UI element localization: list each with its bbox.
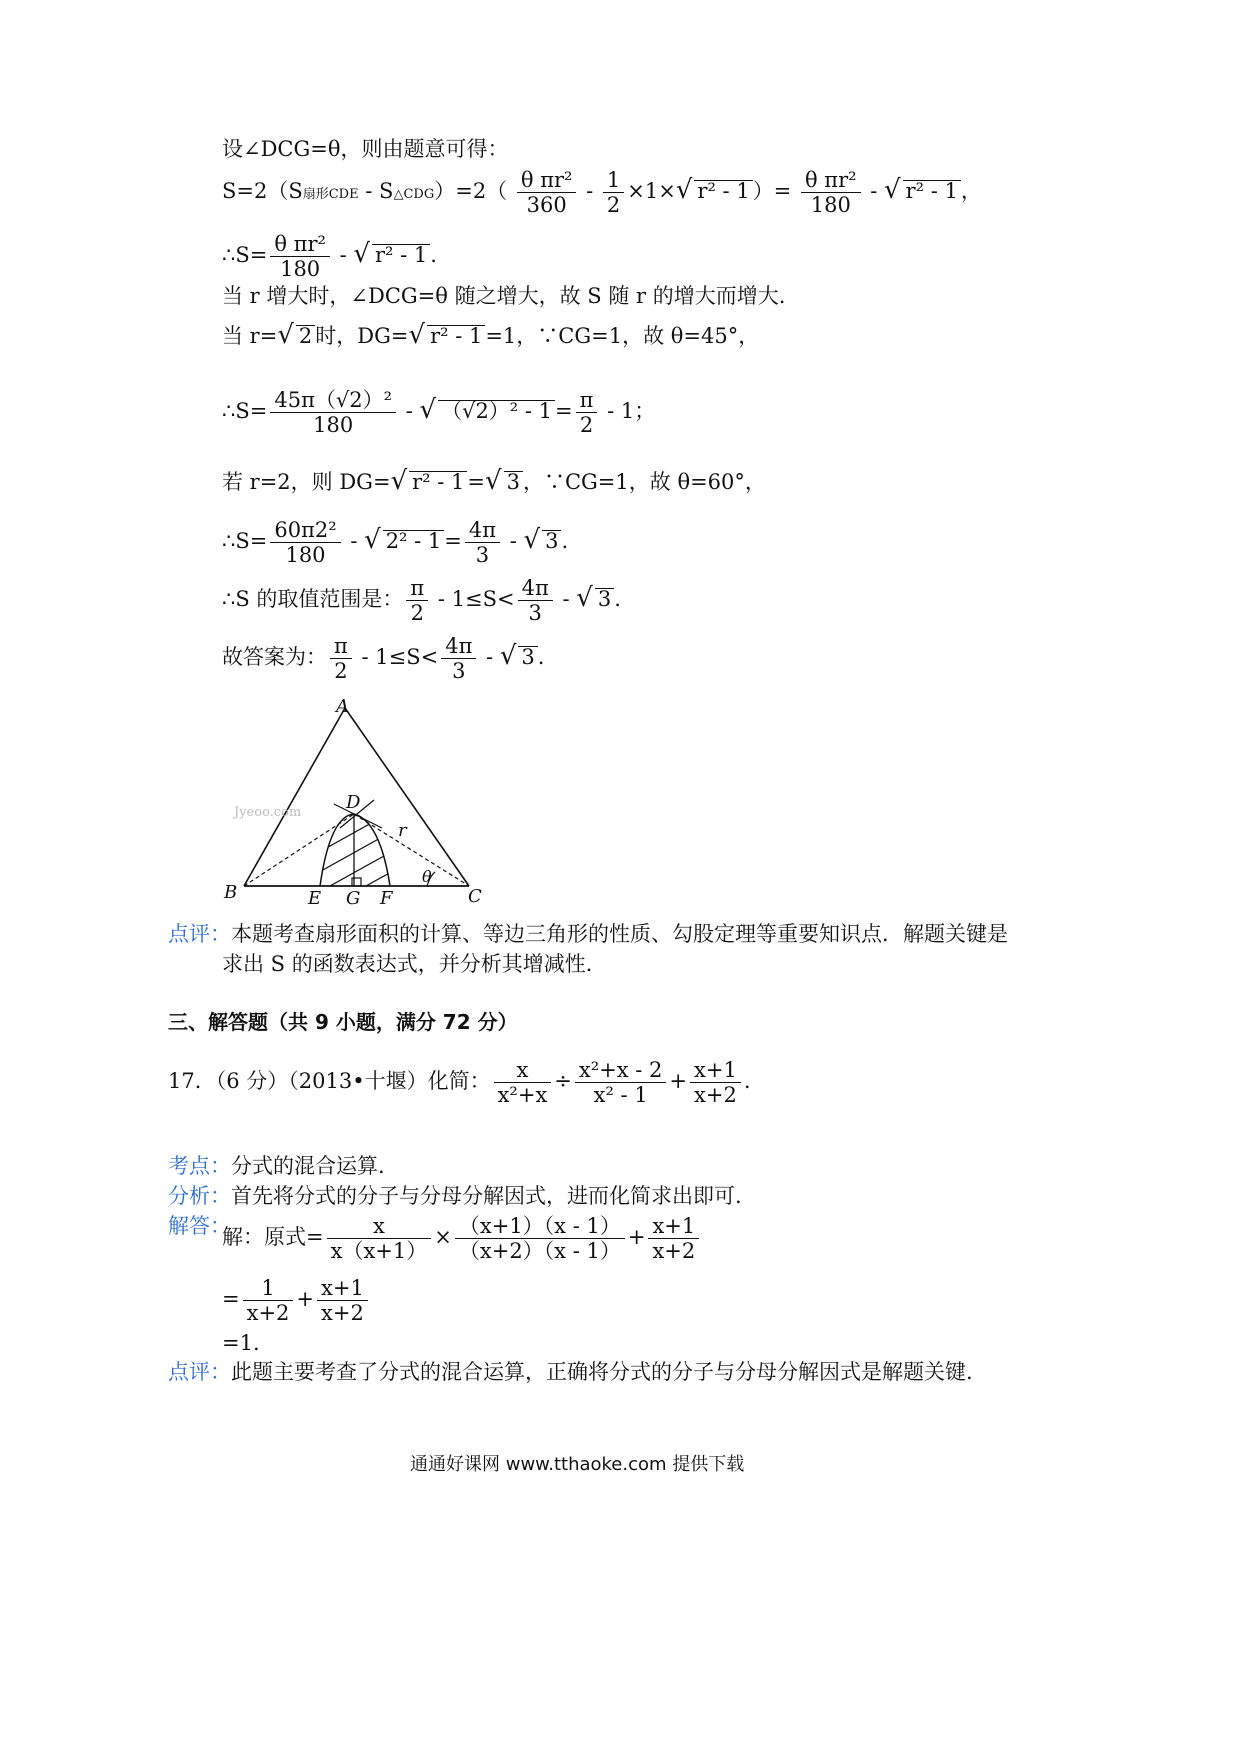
radicand: 2² - 1 <box>383 530 445 552</box>
comment2-line <box>168 1362 973 1383</box>
kaodian-label: 考点： <box>168 1154 231 1178</box>
fraction <box>327 1214 432 1263</box>
side-ab <box>244 708 345 886</box>
comment-label: 点评： <box>168 922 231 946</box>
numerator: 60π2² <box>270 518 340 543</box>
numerator: x <box>494 1058 552 1083</box>
label-a: A <box>336 696 349 717</box>
fraction <box>576 388 598 437</box>
triangle-figure <box>222 696 492 911</box>
text: ∴S= <box>222 399 268 424</box>
text: = <box>555 399 573 424</box>
text: ，∵CG=1，故 θ=60°， <box>522 470 766 494</box>
denominator: 2 <box>579 413 594 438</box>
radical-sign: √ <box>419 395 437 426</box>
jieda-line2 <box>222 1276 371 1325</box>
radicand: 3 <box>542 530 561 552</box>
text: . <box>537 645 545 670</box>
radicand: （√2）² - 1 <box>438 400 555 422</box>
numerator: x+1 <box>690 1058 741 1083</box>
text: 若 r=2，则 DG= <box>222 470 391 494</box>
fraction <box>441 634 476 683</box>
text: ， <box>960 179 982 204</box>
fraction <box>455 1214 625 1263</box>
radical-sign: √ <box>408 320 426 350</box>
denominator: x+2 <box>652 1239 696 1264</box>
fenxi-label: 分析： <box>168 1184 231 1208</box>
label-r: r <box>398 820 407 841</box>
fraction <box>243 1276 294 1325</box>
radical-sign: √ <box>390 466 408 496</box>
fraction <box>270 518 340 567</box>
comment-text: 此题主要考查了分式的混合运算，正确将分式的分子与分母分解因式是解题关键. <box>231 1360 973 1384</box>
text: - S <box>358 179 394 204</box>
radical-sign: √ <box>485 466 502 496</box>
fraction <box>494 1058 552 1107</box>
numerator: π <box>406 576 428 601</box>
text: ÷ <box>554 1069 572 1094</box>
radicand: r² - 1 <box>694 180 752 202</box>
radical-sign: √ <box>675 175 693 206</box>
denominator: 3 <box>528 601 542 626</box>
numerator: 45π（√2）² <box>270 388 396 413</box>
fraction <box>518 576 553 625</box>
text: 当 r= <box>222 324 278 348</box>
denominator: 2 <box>410 601 425 626</box>
comment-label: 点评： <box>168 1360 231 1384</box>
text: =1，∵CG=1，故 θ=45°， <box>485 324 760 348</box>
radicand: 3 <box>504 471 523 493</box>
numerator: 4π <box>441 634 476 659</box>
fraction <box>406 576 428 625</box>
label-d: D <box>346 792 361 813</box>
fraction <box>317 1276 368 1325</box>
denominator: 180 <box>285 543 326 568</box>
radicand: 2 <box>296 325 315 347</box>
denominator: x+2 <box>246 1301 290 1326</box>
watermark: Jyeoo.com <box>234 805 302 820</box>
text: ）= <box>752 179 792 204</box>
text: . <box>614 587 621 612</box>
label-f: F <box>380 888 393 909</box>
denominator: 180 <box>810 193 851 218</box>
text: + <box>627 1225 646 1250</box>
radicand: r² - 1 <box>903 180 961 202</box>
numerator: θ πr² <box>801 168 861 193</box>
if-r2-line <box>222 468 766 494</box>
label-theta: θ <box>422 867 432 886</box>
comment1-line2: 求出 S 的函数表达式，并分析其增减性． <box>222 952 607 976</box>
text: ∴S 的取值范围是： <box>222 587 404 612</box>
numerator: π <box>576 388 598 413</box>
numerator: x+1 <box>648 1214 699 1239</box>
fraction <box>330 634 352 683</box>
subscript: 扇形CDE <box>302 187 359 203</box>
text: . <box>561 529 569 554</box>
text: - <box>479 645 500 670</box>
denominator: 2 <box>334 659 348 684</box>
text: ）=2（ <box>434 179 508 204</box>
denominator: 360 <box>526 193 567 218</box>
label-c: C <box>468 886 482 907</box>
text: . <box>430 243 437 268</box>
text: 解：原式= <box>222 1225 324 1250</box>
text: ∴S= <box>222 529 268 554</box>
s-min-line <box>222 388 655 437</box>
denominator: x² - 1 <box>593 1083 648 1108</box>
denominator: 2 <box>606 193 621 218</box>
label-b: B <box>224 882 238 903</box>
denominator: （x+2）（x - 1） <box>458 1239 621 1264</box>
numerator: （x+1）（x - 1） <box>455 1214 625 1239</box>
text: - <box>332 243 354 268</box>
comment1-line1 <box>168 924 1008 945</box>
radical-sign: √ <box>576 583 593 614</box>
text: - <box>399 399 420 424</box>
radicand: r² - 1 <box>427 325 485 347</box>
fenxi-line <box>168 1186 742 1207</box>
numerator: 4π <box>518 576 553 601</box>
radicand: r² - 1 <box>409 471 467 493</box>
section-title: 三、解答题（共 9 小题，满分 72 分） <box>168 1010 518 1034</box>
text: = <box>467 470 486 494</box>
denominator: 180 <box>313 413 354 438</box>
when-r-sqrt2-line <box>222 322 759 348</box>
text: 时，DG= <box>315 324 409 348</box>
radicand: 3 <box>595 588 614 610</box>
numerator: π <box>330 634 352 659</box>
dashed-dc <box>354 814 469 886</box>
side-ac <box>345 708 469 886</box>
numerator: 1 <box>603 168 624 193</box>
comment-text: 本题考查扇形面积的计算、等边三角形的性质、勾股定理等重要知识点．解题关键是 <box>231 922 1008 946</box>
text: ×1× <box>627 179 676 204</box>
radical-sign: √ <box>884 175 901 206</box>
radical-sign: √ <box>277 320 294 350</box>
subscript: △CDG <box>393 187 435 203</box>
label-e: E <box>308 888 322 909</box>
text: - <box>503 529 524 554</box>
kaodian-line <box>168 1156 385 1177</box>
denominator: 3 <box>452 659 466 684</box>
footer: 通通好课网 www.tthaoke.com 提供下载 <box>410 1454 745 1475</box>
jieda-label-text: 解答： <box>168 1214 231 1238</box>
text: . <box>743 1069 751 1094</box>
kaodian-text: 分式的混合运算. <box>231 1154 385 1178</box>
s-max-line <box>222 518 568 567</box>
numerator: x+1 <box>317 1276 368 1301</box>
fraction <box>270 388 396 437</box>
radical-sign: √ <box>353 239 370 270</box>
problem-17 <box>168 1058 751 1107</box>
text: × <box>434 1225 452 1250</box>
radical-sign: √ <box>523 525 541 556</box>
text: - <box>863 179 885 204</box>
numerator: x²+x - 2 <box>575 1058 667 1083</box>
numerator: 4π <box>465 518 500 543</box>
text: - 1≤S< <box>354 645 439 670</box>
text: = <box>444 529 462 554</box>
text: - 1； <box>600 399 656 424</box>
denominator: x²+x <box>497 1083 548 1108</box>
text: S=2（S <box>222 179 303 204</box>
numerator: x <box>327 1214 432 1239</box>
fraction <box>690 1058 741 1107</box>
radicand: r² - 1 <box>372 244 430 266</box>
denominator: x+2 <box>694 1083 737 1108</box>
text: - <box>343 529 365 554</box>
fraction <box>575 1058 667 1107</box>
text: + <box>669 1069 688 1094</box>
fraction <box>648 1214 699 1263</box>
set-angle-line: 设∠DCG=θ，则由题意可得： <box>222 137 509 161</box>
denominator: x（x+1） <box>330 1239 428 1264</box>
fenxi-text: 首先将分式的分子与分母分解因式，进而化简求出即可. <box>231 1184 742 1208</box>
jieda-line3: =1. <box>222 1331 260 1355</box>
radicand: 3 <box>518 646 537 668</box>
range-line <box>222 576 621 625</box>
denominator: x+2 <box>321 1301 364 1326</box>
text: = <box>222 1287 240 1312</box>
text: 故答案为： <box>222 645 327 670</box>
denominator: 3 <box>475 543 490 568</box>
radical-sign: √ <box>499 641 517 672</box>
fraction <box>603 168 624 217</box>
text: - 1≤S< <box>431 587 515 612</box>
problem-prefix: 17．（6 分）（2013•十堰）化简： <box>168 1069 491 1094</box>
numerator: 1 <box>243 1276 294 1301</box>
therefore-s-line <box>222 232 437 281</box>
text: - <box>555 587 577 612</box>
jieda-line1 <box>222 1214 702 1263</box>
fraction <box>517 168 577 217</box>
label-g: G <box>346 888 361 909</box>
numerator: θ πr² <box>517 168 577 193</box>
fraction <box>270 232 330 281</box>
numerator: θ πr² <box>270 232 330 257</box>
radical-sign: √ <box>364 525 381 556</box>
text: - <box>579 179 600 204</box>
fraction <box>465 518 500 567</box>
s-formula-line <box>222 168 982 217</box>
increase-line: 当 r 增大时，∠DCG=θ 随之增大，故 S 随 r 的增大而增大. <box>222 284 786 308</box>
text: + <box>296 1287 315 1312</box>
text: ∴S= <box>222 243 268 268</box>
denominator: 180 <box>280 257 321 282</box>
answer-line <box>222 634 544 683</box>
fraction <box>801 168 861 217</box>
